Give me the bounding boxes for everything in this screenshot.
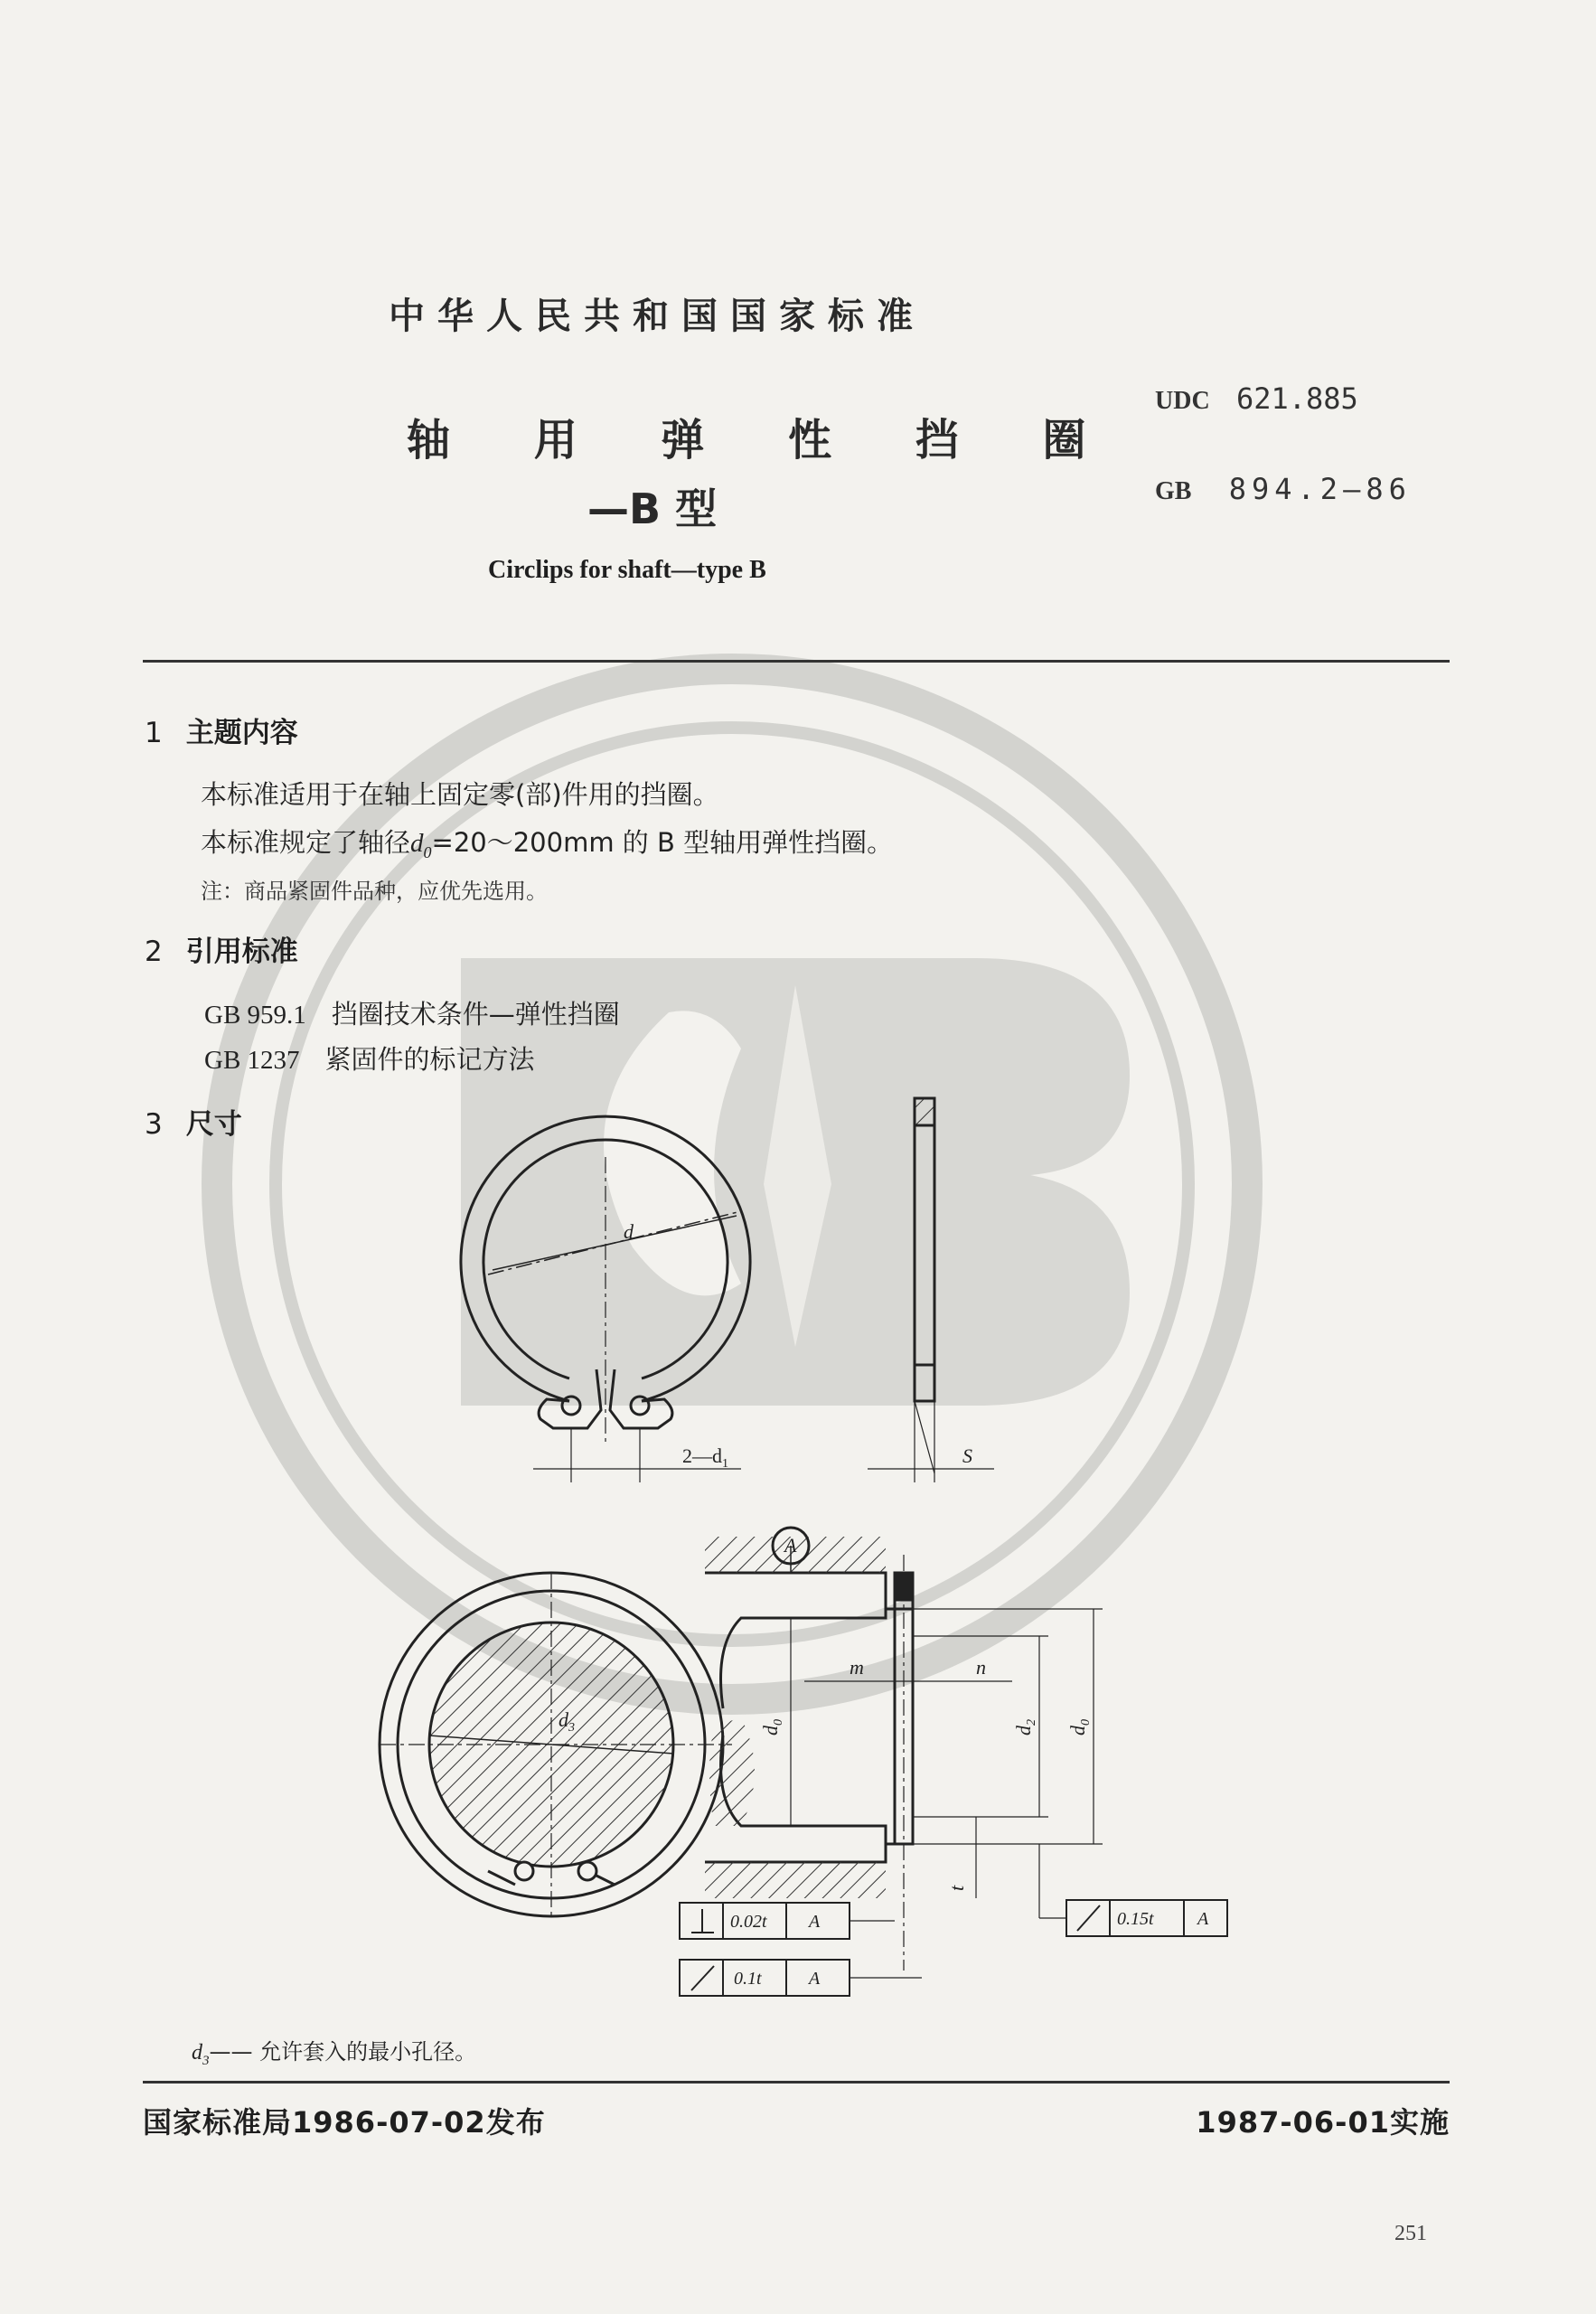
national-standard-heading: 中华人民共和国国家标准 xyxy=(389,296,925,337)
section-1-note: 注：商品紧固件品种，应优先选用。 xyxy=(201,879,548,904)
tol-perp-datum: A xyxy=(809,1912,821,1932)
issued-date: 国家标准局1986-07-02发布 xyxy=(143,2105,546,2140)
reference-code: GB 1237 xyxy=(204,1046,300,1075)
footer-rule xyxy=(143,2081,1450,2084)
gb-label: GB xyxy=(1155,477,1192,505)
circlip-side-view xyxy=(868,1098,994,1482)
d3-note-text: —— 允许套入的最小孔径。 xyxy=(209,2039,477,2065)
tol-runout2-value: 0.15t xyxy=(1117,1909,1154,1929)
label-S: S xyxy=(962,1444,972,1467)
label-d: d xyxy=(624,1220,634,1243)
section-title: 主题内容 xyxy=(185,717,298,749)
effective-date: 1987-06-01实施 xyxy=(1196,2105,1450,2140)
label-d0-right: $d_0$ xyxy=(1066,1719,1093,1736)
label-2d1: $2—d_1$ xyxy=(682,1444,728,1471)
label-d0-left: $d_0$ xyxy=(759,1719,785,1736)
installed-longitudinal-section xyxy=(705,1528,1103,1978)
section-number: 1 xyxy=(145,717,163,749)
tol-runout2-datum: A xyxy=(1197,1909,1209,1929)
tol-runout1-value: 0.1t xyxy=(734,1969,762,1989)
label-d3: $d_3$ xyxy=(559,1708,575,1735)
page-number: 251 xyxy=(1394,2222,1427,2245)
section-1-paragraph-1: 本标准适用于在轴上固定零(部)件用的挡圈。 xyxy=(201,779,719,810)
page-title: 轴 用 弹 性 挡 圈 xyxy=(407,415,1121,466)
udc-value: 621.885 xyxy=(1235,381,1358,416)
section-number: 2 xyxy=(145,936,163,968)
datum-a-label: A xyxy=(784,1534,797,1557)
section-title: 引用标准 xyxy=(185,936,298,968)
label-d2: $d_2$ xyxy=(1012,1719,1038,1736)
p2-suffix: =20～200mm 的 B 型轴用弹性挡圈。 xyxy=(431,827,894,858)
udc-label: UDC xyxy=(1155,387,1210,415)
circlip-top-view xyxy=(461,1116,750,1482)
d3-symbol: $d_3$ xyxy=(192,2041,210,2068)
tol-perp-value: 0.02t xyxy=(730,1912,767,1932)
section-number: 3 xyxy=(145,1108,163,1141)
d0-symbol: $d_0$ xyxy=(410,829,432,861)
tol-runout1-datum: A xyxy=(809,1969,821,1989)
page-subtitle: —B 型 xyxy=(587,484,718,533)
installed-cross-section xyxy=(380,1573,732,1916)
label-m: m xyxy=(850,1656,864,1679)
d3-note xyxy=(192,2034,476,2069)
label-n: n xyxy=(976,1656,986,1679)
english-title: Circlips for shaft—type B xyxy=(488,556,766,584)
section-title: 尺寸 xyxy=(185,1108,242,1141)
reference-title: 紧固件的标记方法 xyxy=(324,1044,535,1075)
p2-prefix: 本标准规定了轴径 xyxy=(201,827,411,858)
reference-title: 挡圈技术条件—弹性挡圈 xyxy=(331,999,620,1030)
gb-value: 894.2—86 xyxy=(1228,472,1412,506)
reference-code: GB 959.1 xyxy=(204,1001,306,1030)
label-t: t xyxy=(945,1885,968,1891)
